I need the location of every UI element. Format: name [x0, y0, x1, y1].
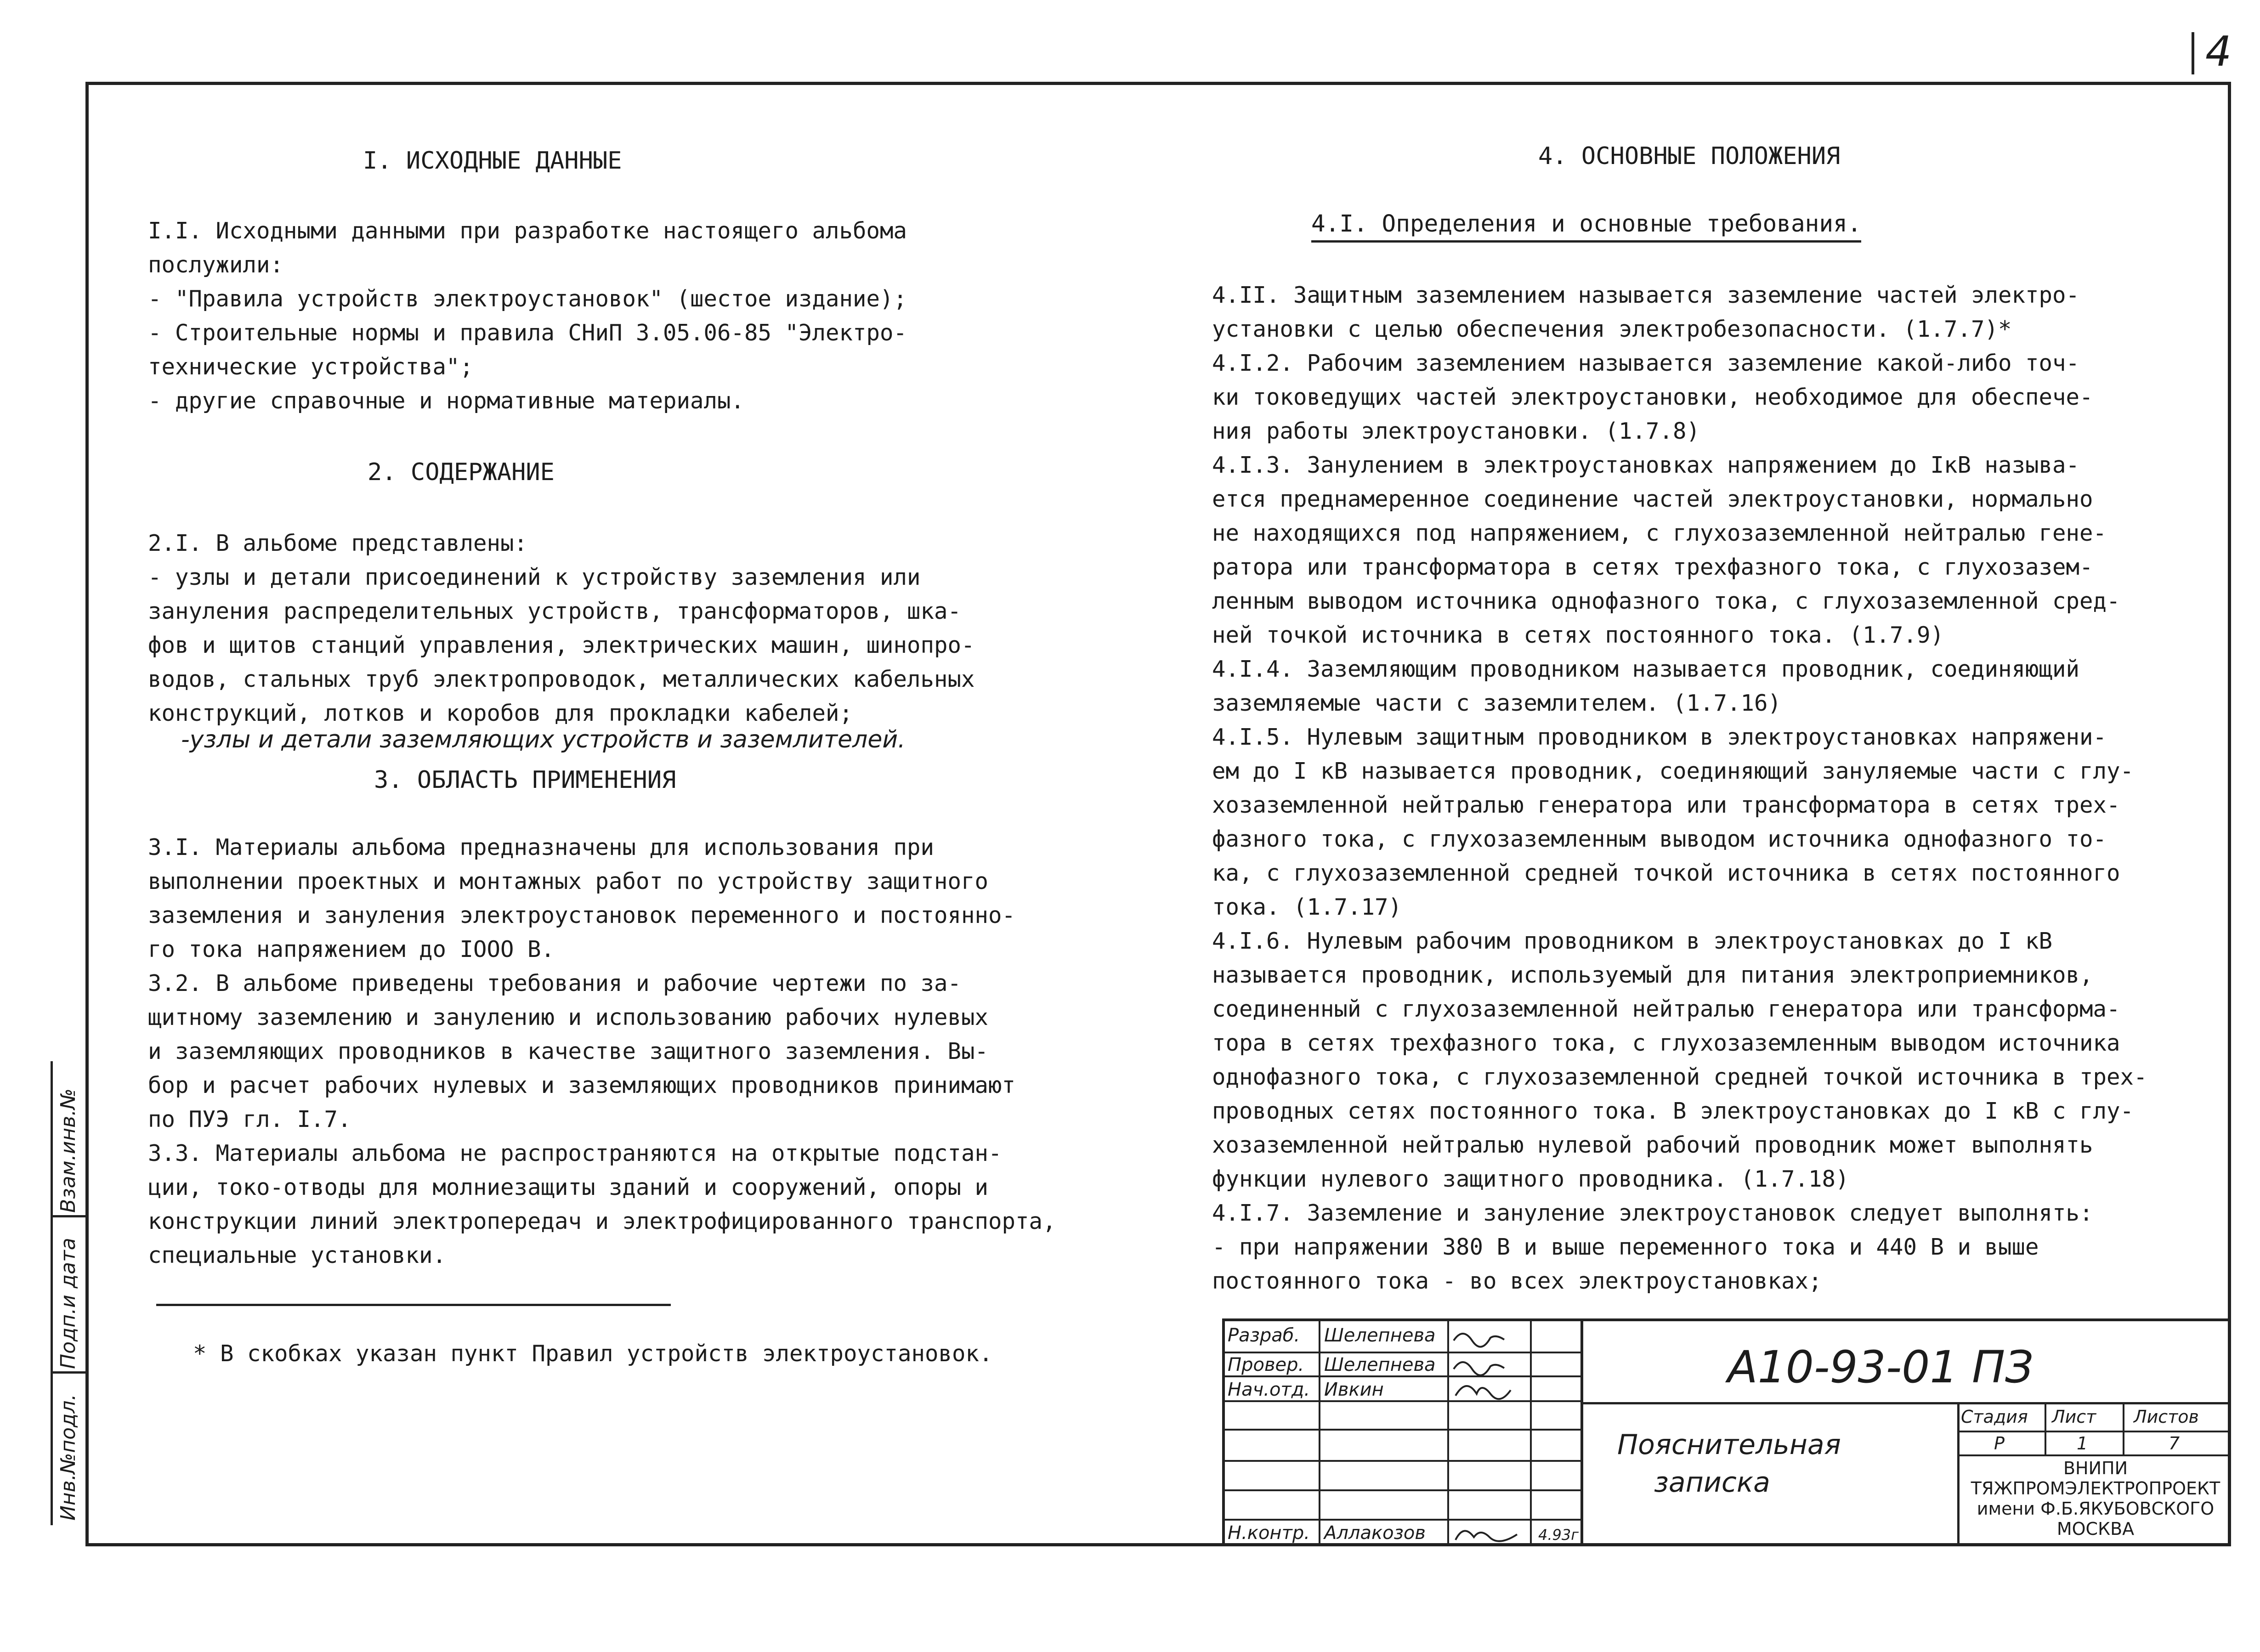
title-block	[1222, 1318, 2231, 1546]
section-1-line: техничеcкие устройства";	[148, 354, 474, 380]
section-4-line: установки с целью обеспечения электробезопасности. (1.7.7)*	[1212, 316, 2012, 342]
section-4-line: ем до I кВ называется проводник, соединяющий зануляемые части с глу-	[1212, 758, 2134, 784]
side-label-sign-date: Подп.и дата	[57, 1238, 80, 1369]
section-4-line: 4.II. Защитным заземлением называется заземление частей электро-	[1212, 282, 2080, 308]
section-3-line: и заземляющих проводников в качестве защитного заземления. Вы-	[148, 1038, 989, 1064]
section-4-line: тора в сетях трехфазного тока, с глухозаземленным выводом источника	[1212, 1030, 2120, 1056]
tb-name-0: Шелепнева	[1324, 1325, 1436, 1346]
section-4-line: функции нулевого защитного проводника. (1.7.18)	[1212, 1166, 1849, 1192]
section-2-line: водов, стальных труб электропроводок, металлических кабельных	[148, 666, 975, 692]
org-line-0: ВНИПИ	[2063, 1458, 2128, 1478]
section-3-line: бор и расчет рабочих нулевых и заземляющих проводников принимают	[148, 1072, 1016, 1098]
stage-value: Р	[1994, 1433, 2005, 1454]
section-4-line: 4.I.4. Заземляющим проводником называется проводник, соединяющий	[1212, 656, 2080, 682]
section-4-line: заземляемые части с заземлителем. (1.7.16)	[1212, 690, 1782, 716]
section-4-line: не находящихся под напряжением, с глухозаземленной нейтралью гене-	[1212, 520, 2107, 546]
tb-role-0: Разраб.	[1228, 1325, 1300, 1346]
side-cell-inv-no	[53, 1374, 88, 1525]
signature-marks	[1449, 1318, 1530, 1546]
footnote-rule	[156, 1304, 671, 1306]
section-4-line: ки токоведущих частей электроустановки, необходимое для обеспече-	[1212, 384, 2093, 410]
side-cell-sign-date	[53, 1217, 88, 1374]
tb-role-1: Провер.	[1228, 1354, 1304, 1375]
section-3-line: 3.I. Материалы альбома предназначены для использования при	[148, 834, 935, 860]
section-1-line: I.I. Исходными данными при разработке настоящего альбома	[148, 218, 907, 244]
org-line-1: ТЯЖПРОМЭЛЕКТРОПРОЕКТ	[1971, 1478, 2220, 1499]
section-4-line: 4.I.6. Нулевым рабочим проводником в электроустановках до I кВ	[1212, 928, 2053, 954]
section-3-line: конструкции линий электропередач и электрофицированного транспорта,	[148, 1208, 1056, 1234]
section-4-1-title: 4.I. Определения и основные требования.	[1311, 210, 1861, 243]
section-4-line: ка, с глухозаземленной средней точкой источника в сетях постоянного	[1212, 860, 2120, 886]
page-corner-mark	[2192, 32, 2194, 74]
section-1-line: послужили:	[148, 252, 284, 278]
sheet-label: Лист	[2052, 1407, 2096, 1427]
section-4-line: однофазного тока, с глухозаземленной средней точкой источника в трех-	[1212, 1064, 2147, 1090]
section-4-line: ней точкой источника в сетях постоянного тока. (1.7.9)	[1212, 622, 1944, 648]
tb-role-2: Нач.отд.	[1228, 1379, 1310, 1400]
section-1-line: - Строительные нормы и правила СНиП 3.05.06-85 "Электро-	[148, 320, 907, 346]
section-4-line: 4.I.2. Рабочим заземлением называется заземление какой-либо точ-	[1212, 350, 2080, 376]
section-4-line: ния работы электроустановки. (1.7.8)	[1212, 418, 1700, 444]
section-4-line: 4.I.5. Нулевым защитным проводником в электроустановках напряжени-	[1212, 724, 2107, 750]
organization	[1960, 1458, 2231, 1539]
section-4-line: 4.I.7. Заземление и зануление электроустановок следует выполнять:	[1212, 1200, 2093, 1226]
section-2-line: 2.I. В альбоме представлены:	[148, 530, 528, 556]
section-4-line: называется проводник, используемый для питания электроприемников,	[1212, 962, 2093, 988]
section-4-line: хозаземленной нейтралью генератора или трансформатора в сетях трех-	[1212, 792, 2120, 818]
tb-name-1: Шелепнева	[1324, 1354, 1436, 1375]
section-3-line: по ПУЭ гл. I.7.	[148, 1106, 351, 1132]
tb-control-role: Н.контр.	[1228, 1522, 1310, 1544]
section-3-line: выполнении проектных и монтажных работ по устройству защитного	[148, 868, 989, 894]
sheets-value: 7	[2169, 1433, 2180, 1454]
section-3-line: го тока напряжением до IOOO В.	[148, 936, 555, 962]
document-name-line-1: Пояснительная	[1617, 1429, 1841, 1461]
side-strip	[51, 1061, 88, 1525]
section-1-title: I. ИСХОДНЫЕ ДАННЫЕ	[363, 147, 622, 175]
section-1-line: - "Правила устройств электроустановок" (шестое издание);	[148, 286, 907, 312]
section-1-line: - другие справочные и нормативные материалы.	[148, 388, 745, 414]
section-3-line: заземления и зануления электроустановок переменного и постоянно-	[148, 902, 1016, 928]
section-3-line: ции, токо-отводы для молниезащиты зданий и сооружений, опоры и	[148, 1174, 989, 1200]
section-4-line: постоянного тока - во всех электроустановках;	[1212, 1268, 1822, 1294]
sheet-value: 1	[2077, 1433, 2088, 1454]
document-code: А10-93-01 ПЗ	[1728, 1341, 2033, 1393]
section-3-line: 3.3. Материалы альбома не распространяются на открытые подстан-	[148, 1140, 1002, 1166]
org-line-3: МОСКВА	[2056, 1519, 2135, 1539]
footnote: * В скобках указан пункт Правил устройств электроустановок.	[193, 1341, 993, 1367]
org-line-2: имени Ф.Б.ЯКУБОВСКОГО	[1977, 1499, 2215, 1519]
section-3-line: специальные установки.	[148, 1242, 447, 1268]
section-2-title: 2. СОДЕРЖАНИЕ	[368, 458, 555, 486]
side-label-replace-inv: Взам.инв.№	[57, 1088, 80, 1213]
section-3-line: 3.2. В альбоме приведены требования и рабочие чертежи по за-	[148, 970, 962, 996]
section-4-line: ратора или трансформатора в сетях трехфазного тока, с глухозазем-	[1212, 554, 2093, 580]
section-4-line: проводных сетях постоянного тока. В электроустановках до I кВ с глу-	[1212, 1098, 2134, 1124]
section-3-title: 3. ОБЛАСТЬ ПРИМЕНЕНИЯ	[374, 766, 676, 794]
section-4-line: фазного тока, с глухозаземленным выводом источника однофазного то-	[1212, 826, 2107, 852]
side-label-inv-no: Инв.№подл.	[57, 1394, 80, 1521]
document-name-line-2: записка	[1654, 1466, 1770, 1499]
stage-label: Стадия	[1961, 1407, 2028, 1427]
section-4-line: соединенный с глухозаземленной нейтралью генератора или трансформа-	[1212, 996, 2120, 1022]
tb-name-2: Ивкин	[1324, 1379, 1384, 1400]
section-2-line: фов и щитов станций управления, электрических машин, шинопро-	[148, 632, 975, 658]
side-cell-replace-inv	[53, 1061, 88, 1217]
section-4-line: - при напряжении 380 В и выше переменного тока и 440 В и выше	[1212, 1234, 2039, 1260]
section-2-line: зануления распределительных устройств, трансформаторов, шка-	[148, 598, 962, 624]
section-3-line: щитному заземлению и занулению и использованию рабочих нулевых	[148, 1004, 989, 1030]
section-2-line: конструкций, лотков и коробов для прокладки кабелей;	[148, 700, 853, 726]
section-4-title: 4. ОСНОВНЫЕ ПОЛОЖЕНИЯ	[1538, 142, 1841, 170]
tb-control-date: 4.93г	[1538, 1526, 1579, 1544]
section-4-line: тока. (1.7.17)	[1212, 894, 1402, 920]
tb-control-name: Аллакозов	[1324, 1522, 1426, 1544]
section-4-line: ленным выводом источника однофазного тока, с глухозаземленной сред-	[1212, 588, 2120, 614]
section-4-line: хозаземленной нейтралью нулевой рабочий проводник может выполнять	[1212, 1132, 2093, 1158]
section-2-line: - узлы и детали присоединений к устройству заземления или	[148, 564, 921, 590]
sheets-label: Листов	[2134, 1407, 2199, 1427]
page-number: 4	[2205, 28, 2232, 76]
section-4-line: 4.I.3. Занулением в электроустановках напряжением до IкВ называ-	[1212, 452, 2080, 478]
section-4-line: ется преднамеренное соединение частей электроустановки, нормально	[1212, 486, 2093, 512]
section-2-handwritten-line: -узлы и детали заземляющих устройств и заземлителей.	[181, 726, 906, 753]
